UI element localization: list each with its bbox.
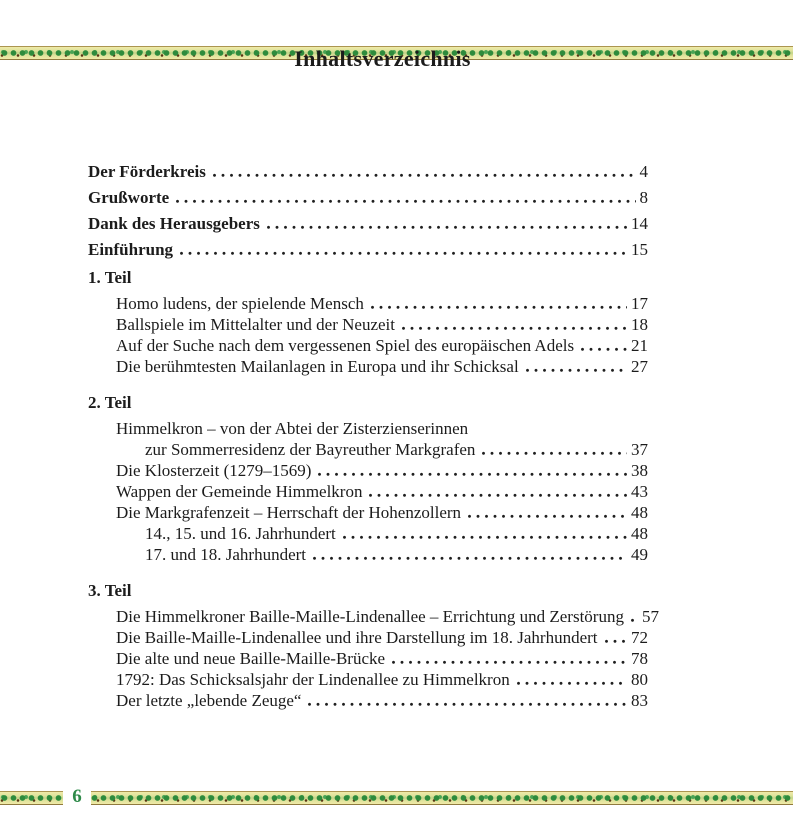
dot-leader bbox=[212, 172, 636, 177]
toc-entry-label: Die Baille-Maille-Lindenallee und ihre Darstellung im 18. Jahrhundert bbox=[116, 628, 598, 647]
toc-entry-page: 48 bbox=[631, 503, 648, 522]
page-number-box bbox=[63, 782, 91, 810]
toc-entry-page: 78 bbox=[631, 649, 648, 668]
page-number: 6 bbox=[72, 785, 82, 807]
toc-entry-label: zur Sommerresidenz der Bayreuther Markgrafen bbox=[145, 440, 476, 459]
toc-entry-label: Die Himmelkroner Baille-Maille-Lindenallee – Errichtung und Zerstörung bbox=[116, 607, 624, 626]
toc-entry-page: 21 bbox=[631, 336, 648, 355]
toc-entry-label: Himmelkron – von der Abtei der Zisterzienserinnen bbox=[116, 419, 469, 438]
toc-entry-label: Auf der Suche nach dem vergessenen Spiel des europäischen Adels bbox=[116, 336, 575, 355]
toc-entry-label: 3. Teil bbox=[88, 581, 132, 600]
dot-leader bbox=[368, 492, 627, 497]
dot-leader bbox=[370, 304, 627, 309]
dot-leader bbox=[391, 659, 627, 664]
toc-entry bbox=[88, 315, 648, 336]
toc-entry-page: 4 bbox=[639, 162, 648, 181]
dot-leader bbox=[342, 534, 627, 539]
toc-entry-label: Die alte und neue Baille-Maille-Brücke bbox=[116, 649, 386, 668]
toc-entry bbox=[88, 524, 648, 545]
toc-entry-page: 37 bbox=[631, 440, 648, 459]
toc-section-heading bbox=[88, 581, 648, 607]
toc-entry-label: 1. Teil bbox=[88, 268, 132, 287]
toc-entry-label: Einführung bbox=[88, 240, 174, 259]
toc-entry bbox=[88, 294, 648, 315]
toc-entry-label: Der letzte „lebende Zeuge“ bbox=[116, 691, 302, 710]
toc-entry-page: 57 bbox=[641, 607, 659, 626]
toc-entry-label: 17. und 18. Jahrhundert bbox=[145, 545, 307, 564]
toc-entry-page: 15 bbox=[631, 240, 648, 259]
toc-entry bbox=[88, 649, 648, 670]
toc-entry bbox=[88, 607, 659, 628]
page-title: Inhaltsverzeichnis bbox=[294, 46, 471, 71]
toc-entry-label: Die berühmtesten Mailanlagen in Europa und ihr Schicksal bbox=[116, 357, 519, 376]
toc-section-heading bbox=[88, 393, 648, 419]
dot-leader bbox=[580, 346, 627, 351]
toc-entry-label: Dank des Herausgebers bbox=[88, 214, 260, 233]
dot-leader bbox=[630, 617, 638, 622]
dot-leader bbox=[525, 367, 627, 372]
bottom-ornamental-border bbox=[0, 791, 793, 805]
toc-entry-page: 17 bbox=[631, 294, 648, 313]
dot-leader bbox=[516, 680, 627, 685]
toc-entry-label: Die Markgrafenzeit – Herrschaft der Hohenzollern bbox=[116, 503, 462, 522]
toc-entry bbox=[88, 503, 648, 524]
dot-leader bbox=[401, 325, 627, 330]
toc-entry-page: 14 bbox=[631, 214, 648, 233]
dot-leader bbox=[312, 555, 627, 560]
toc-entry-page: 18 bbox=[631, 315, 648, 334]
toc-entry-page: 38 bbox=[631, 461, 648, 480]
toc-entry bbox=[88, 545, 648, 566]
toc-entry bbox=[88, 214, 648, 240]
toc-entry bbox=[88, 162, 648, 188]
toc-entry bbox=[88, 691, 648, 712]
dot-leader bbox=[175, 198, 635, 203]
toc-entry-label: 1792: Das Schicksalsjahr der Lindenallee zu Himmelkron bbox=[116, 670, 510, 689]
dot-leader bbox=[317, 471, 627, 476]
toc-entry-label: Ballspiele im Mittelalter und der Neuzeit bbox=[116, 315, 395, 334]
toc-entry-label: 14., 15. und 16. Jahrhundert bbox=[145, 524, 336, 543]
toc-entry bbox=[88, 188, 648, 214]
toc-entry bbox=[88, 628, 648, 649]
dot-leader bbox=[604, 638, 627, 643]
toc-entry bbox=[88, 670, 648, 691]
toc-entry-page: 27 bbox=[631, 357, 648, 376]
toc-entry-label: 2. Teil bbox=[88, 393, 132, 412]
toc-entry-page: 80 bbox=[631, 670, 648, 689]
toc-entry bbox=[88, 482, 648, 503]
table-of-contents bbox=[88, 162, 659, 712]
toc-entry-page: 49 bbox=[631, 545, 648, 564]
toc-entry-label: Der Förderkreis bbox=[88, 162, 206, 181]
dot-leader bbox=[481, 450, 627, 455]
toc-entry bbox=[88, 461, 648, 482]
toc-entry-page: 48 bbox=[631, 524, 648, 543]
toc-entry bbox=[88, 240, 648, 266]
toc-entry-label: Grußworte bbox=[88, 188, 170, 207]
toc-entry bbox=[88, 419, 648, 440]
toc-entry-label: Homo ludens, der spielende Mensch bbox=[116, 294, 364, 313]
dot-leader bbox=[179, 250, 627, 255]
dot-leader bbox=[467, 513, 627, 518]
toc-entry bbox=[88, 357, 648, 378]
dot-leader bbox=[266, 224, 627, 229]
toc-entry-label: Wappen der Gemeinde Himmelkron bbox=[116, 482, 363, 501]
toc-entry bbox=[88, 336, 648, 357]
toc-entry-page: 83 bbox=[631, 691, 648, 710]
toc-entry-label: Die Klosterzeit (1279–1569) bbox=[116, 461, 312, 480]
toc-section-heading bbox=[88, 268, 648, 294]
toc-entry-page: 72 bbox=[631, 628, 648, 647]
dot-leader bbox=[307, 701, 627, 706]
toc-entry-page: 43 bbox=[631, 482, 648, 501]
toc-entry-page: 8 bbox=[639, 188, 648, 207]
toc-entry bbox=[88, 440, 648, 461]
